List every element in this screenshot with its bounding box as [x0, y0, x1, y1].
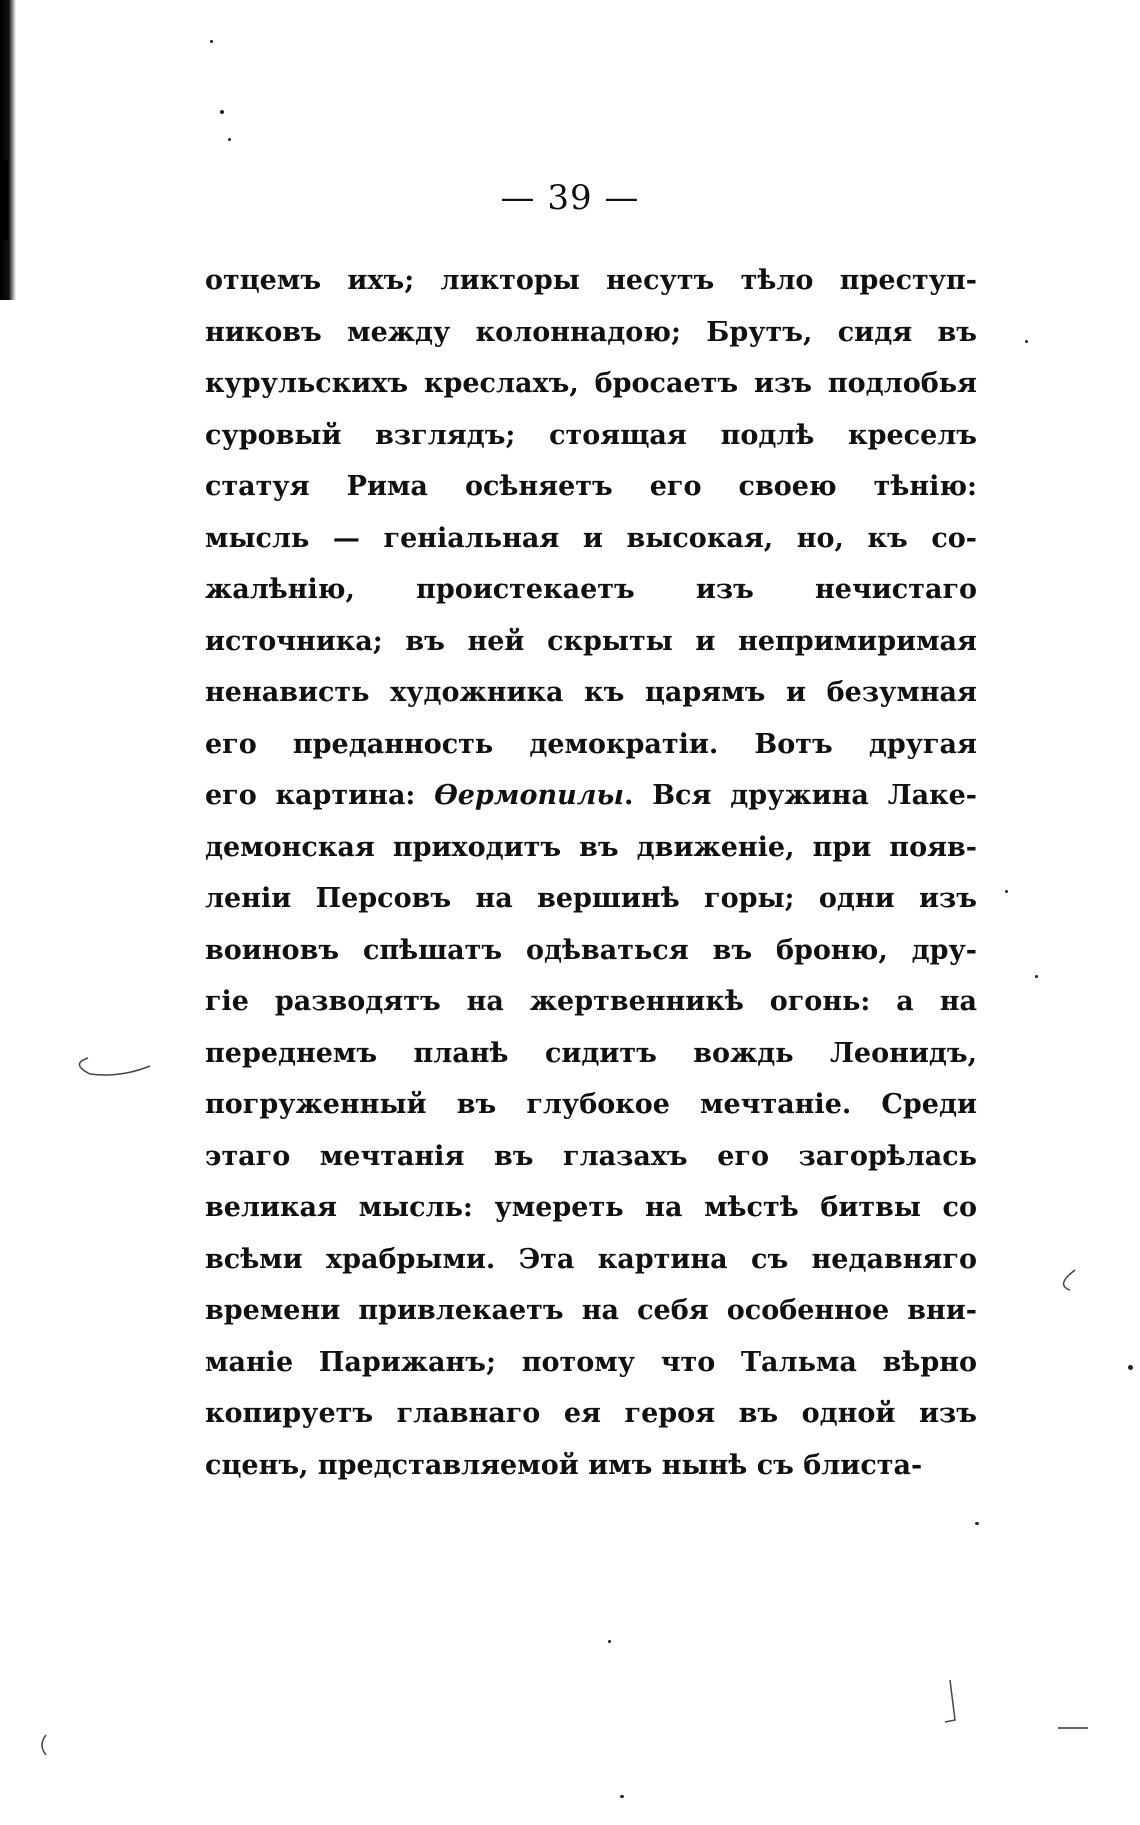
text-line: жалѣнію, проистекаетъ изъ нечистаго — [205, 574, 977, 605]
text-line: никовъ между колоннадою; Брутъ, сидя въ — [205, 316, 977, 348]
text-line: великая мысль: умереть на мѣстѣ битвы со — [205, 1192, 977, 1223]
text-line: времени привлекаетъ на себя особенное вни- — [205, 1295, 977, 1326]
text-line: курульскихъ креслахъ, бросаетъ изъ подлобья — [205, 368, 977, 399]
painting-title: Ѳермопилы — [434, 780, 624, 811]
text-line: маніе Парижанъ; потому что Тальма вѣрно — [205, 1346, 977, 1378]
text-line: копируетъ главнаго ея героя въ одной изъ — [205, 1398, 977, 1429]
text-line: его преданность демократіи. Вотъ другая — [205, 728, 977, 760]
text-line: погруженный въ глубокое мечтаніе. Среди — [205, 1089, 977, 1120]
text-line: демонская приходитъ въ движеніе, при появ- — [205, 831, 977, 863]
text-line: суровый взглядъ; стоящая подлѣ креселъ — [205, 419, 977, 451]
text-line: этаго мечтанія въ глазахъ его загорѣлась — [205, 1140, 977, 1172]
text-line: ненависть художника къ царямъ и безумная — [205, 677, 977, 708]
text-line: леніи Персовъ на вершинѣ горы; одни изъ — [205, 883, 977, 914]
text-line: отцемъ ихъ; ликторы несутъ тѣло преступ- — [205, 265, 977, 296]
text-line: воиновъ спѣшатъ одѣваться въ броню, дру- — [205, 934, 977, 966]
text-line: мысль — геніальная и высокая, но, къ со- — [205, 522, 977, 554]
text-line: источника; въ ней скрыты и непримиримая — [205, 625, 977, 657]
text-line: переднемъ планѣ сидитъ вождь Леонидъ, — [205, 1037, 977, 1069]
text-line: сценъ, представляемой имъ нынѣ съ блиста- — [205, 1449, 923, 1481]
text-line: гіе разводятъ на жертвенникѣ огонь: а на — [205, 986, 977, 1017]
text-line: всѣми храбрыми. Эта картина съ недавняго — [205, 1243, 977, 1275]
text-segment: . Вся дружина Лаке- — [623, 780, 977, 811]
text-segment: его картина: — [205, 780, 435, 811]
page-number: — 39 — — [500, 178, 640, 218]
text-line: статуя Рима осѣняетъ его своею тѣнію: — [205, 471, 977, 502]
